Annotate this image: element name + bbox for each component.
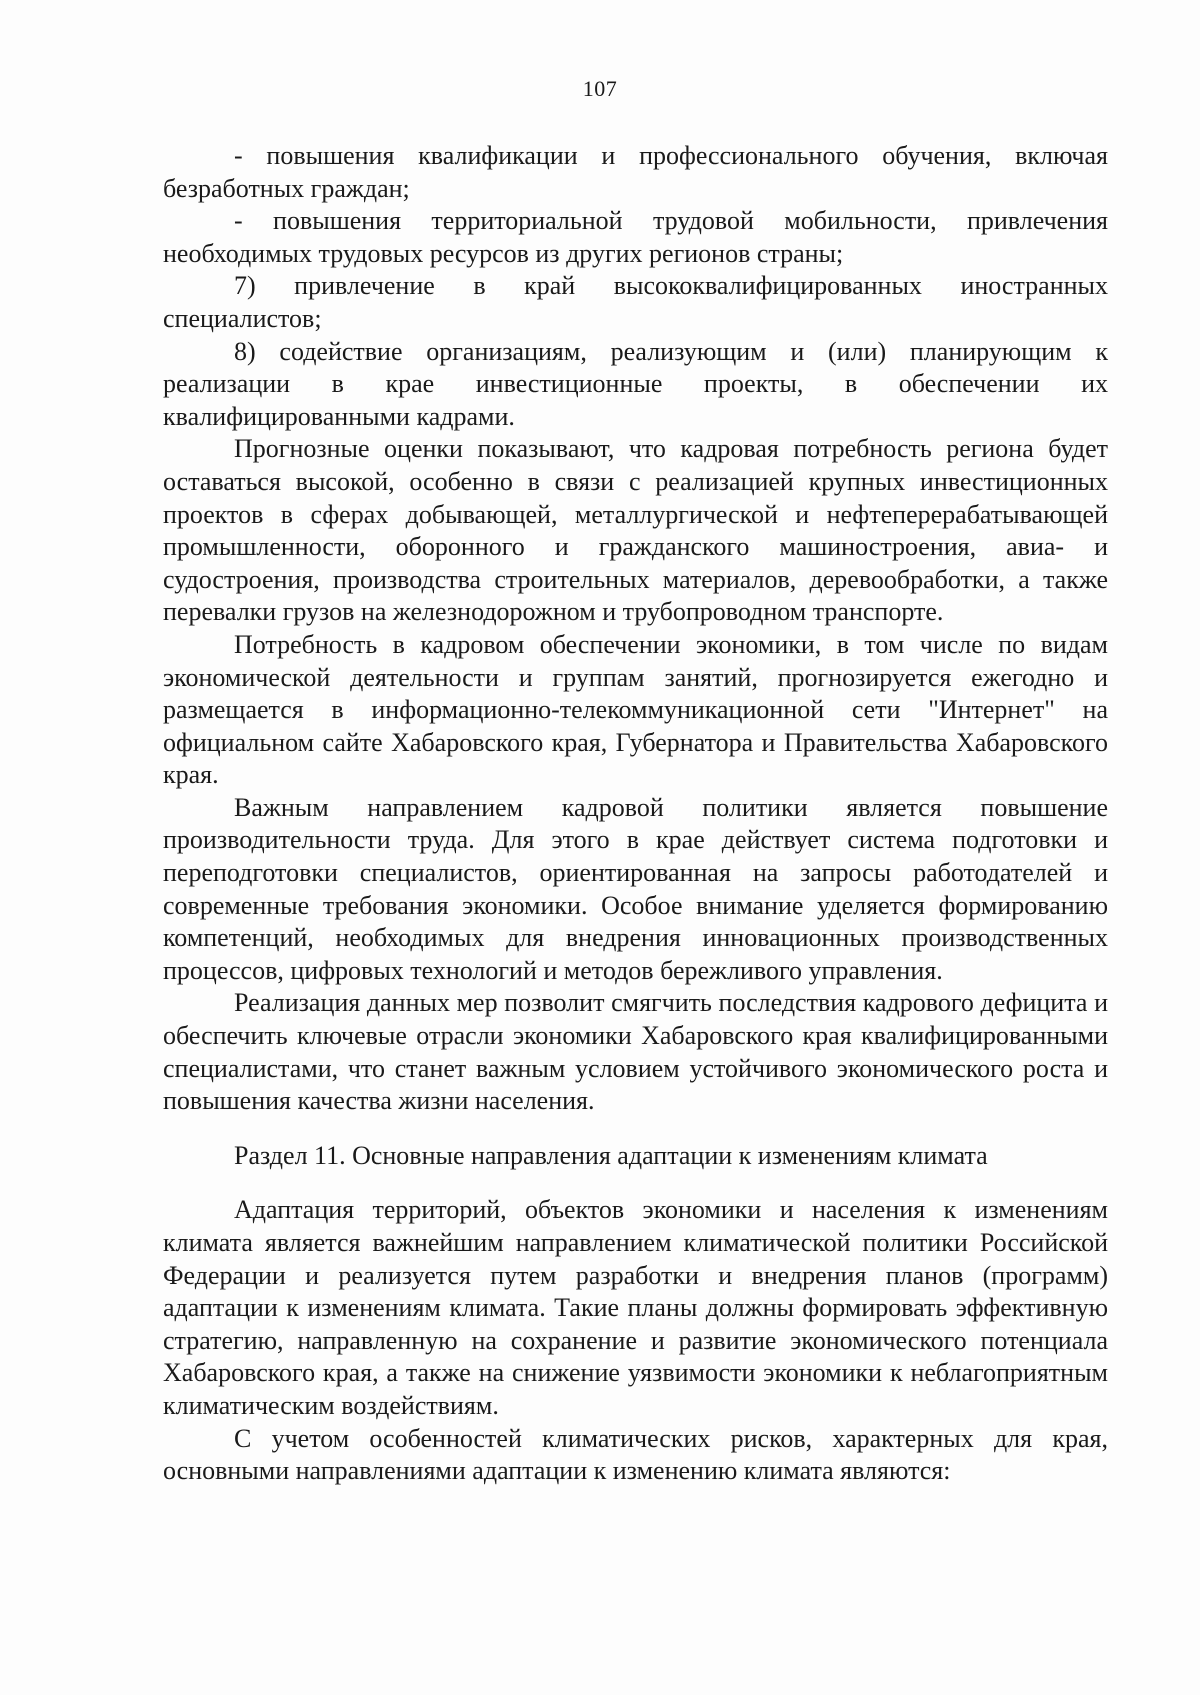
section-heading: Раздел 11. Основные направления адаптации к изменениям климата (234, 1140, 988, 1170)
paragraph: 7) привлечение в край высококвалифицированных иностранных специалистов; (163, 271, 1108, 333)
paragraph: Важным направлением кадровой политики является повышение производительности труда. Для этого в крае действует система подготовки и переподготовки специалистов, ориентированная на запросы работодателей и современные требования экономики. Особое внимание уделяется формированию компетенций, необходимых для внедрения инновационных производственных процессов, цифровых технологий и методов бережливого управления. (163, 792, 1108, 985)
paragraph: Прогнозные оценки показывают, что кадровая потребность региона будет оставаться высокой, особенно в связи с реализацией крупных инвестиционных проектов в сферах добывающей, металлургической и нефтеперерабатывающей промышленности, оборонного и гражданского машиностроения, авиа- и судостроения, производства строительных материалов, деревообработки, а также перевалки грузов на железнодорожном и трубопроводном транспорте. (163, 434, 1108, 627)
paragraph: 8) содействие организациям, реализующим и (или) планирующим к реализации в крае инвестиционные проекты, в обеспечении их квалифицированными кадрами. (163, 336, 1108, 431)
paragraph: Адаптация территорий, объектов экономики и населения к изменениям климата является важнейшим направлением климатической политики Российской Федерации и реализуется путем разработки и внедрения планов (программ) адаптации к изменениям климата. Такие планы должны формировать эффективную стратегию, направленную на сохранение и развитие экономического потенциала Хабаровского края, а также на снижение уязвимости экономики к неблагоприятным климатическим воздействиям. (163, 1195, 1108, 1420)
document-body (163, 140, 1108, 1488)
paragraph: Потребность в кадровом обеспечении экономики, в том числе по видам экономической деятельности и группам занятий, прогнозируется ежегодно и размещается в информационно-телекоммуникационной сети "Интернет" на официальном сайте Хабаровского края, Губернатора и Правительства Хабаровского края. (163, 629, 1108, 790)
paragraph: С учетом особенностей климатических рисков, характерных для края, основными направлениями адаптации к изменению климата являются: (163, 1423, 1108, 1486)
page-number: 107 (582, 76, 618, 101)
paragraph: - повышения квалификации и профессионального обучения, включая безработных граждан; (163, 141, 1108, 203)
paragraph: - повышения территориальной трудовой мобильности, привлечения необходимых трудовых ресурсов из других регионов страны; (163, 206, 1108, 268)
paragraph: Реализация данных мер позволит смягчить последствия кадрового дефицита и обеспечить ключевые отрасли экономики Хабаровского края квалифицированными специалистами, что станет важным условием устойчивого экономического роста и повышения качества жизни населения. (163, 988, 1108, 1116)
